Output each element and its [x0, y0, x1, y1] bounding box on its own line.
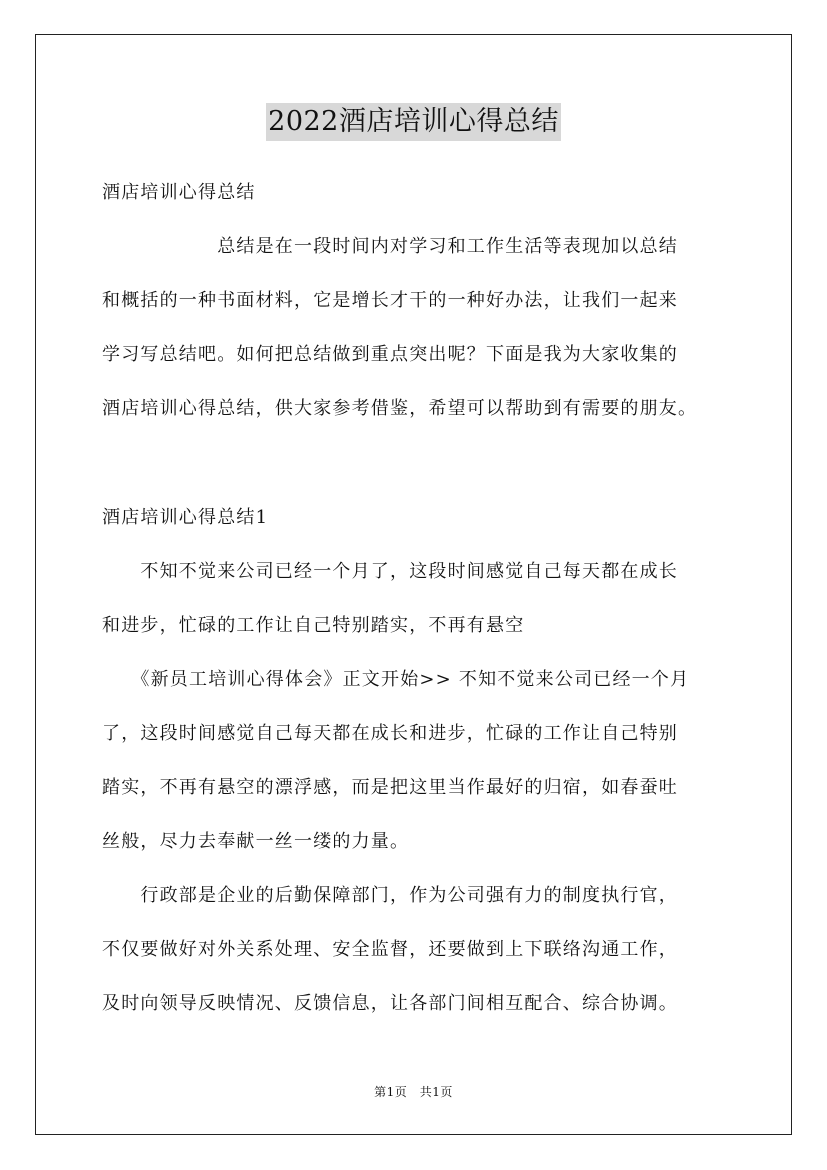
document-title: 2022酒店培训心得总结	[266, 103, 561, 141]
paragraph-line: 及时向领导反映情况、反馈信息，让各部门间相互配合、综合协调。	[102, 993, 678, 1014]
paragraph-line: 酒店培训心得总结，供大家参考借鉴，希望可以帮助到有需要的朋友。	[102, 398, 698, 419]
page-footer: 第1页 共1页	[374, 1085, 453, 1099]
paragraph-line: 不仅要做好对外关系处理、安全监督，还要做到上下联络沟通工作，	[102, 939, 678, 960]
paragraph-line: 了，这段时间感觉自己每天都在成长和进步，忙碌的工作让自己特别	[102, 723, 678, 744]
paragraph-line: 行政部是企业的后勤保障部门，作为公司强有力的制度执行官，	[102, 885, 678, 906]
paragraph-line: 不知不觉来公司已经一个月了，这段时间感觉自己每天都在成长	[102, 561, 678, 582]
title-block	[0, 103, 827, 141]
paragraph-line: 踏实，不再有悬空的漂浮感，而是把这里当作最好的归宿，如春蚕吐	[102, 777, 678, 798]
subtitle-line: 酒店培训心得总结	[102, 182, 256, 203]
paragraph-line: 学习写总结吧。如何把总结做到重点突出呢？下面是我为大家收集的	[102, 344, 678, 365]
paragraph-line: 《新员工培训心得体会》正文开始>> 不知不觉来公司已经一个月	[102, 669, 690, 690]
paragraph-line: 和进步，忙碌的工作让自己特别踏实，不再有悬空	[102, 615, 525, 636]
paragraph-line: 总结是在一段时间内对学习和工作生活等表现加以总结	[102, 236, 678, 257]
paragraph-line: 丝般，尽力去奉献一丝一缕的力量。	[102, 831, 410, 852]
section-heading: 酒店培训心得总结1	[102, 507, 269, 528]
paragraph-line: 和概括的一种书面材料，它是增长才干的一种好办法，让我们一起来	[102, 290, 678, 311]
